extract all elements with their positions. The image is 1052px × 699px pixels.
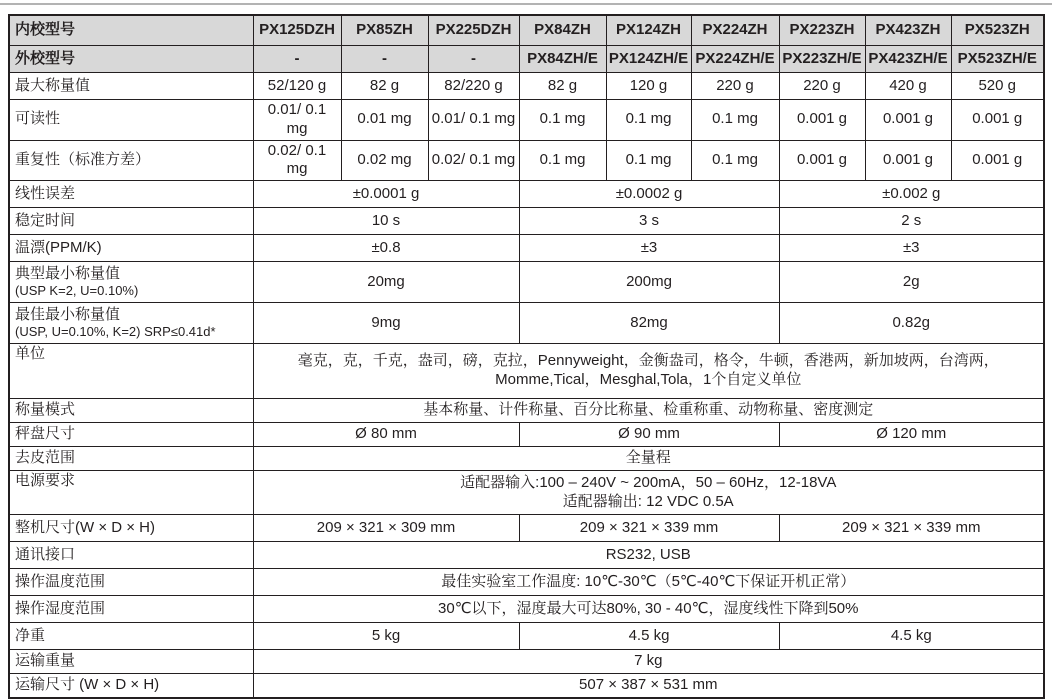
spec-value-cell: 0.1 mg [606, 100, 691, 141]
row-label: 通讯接口 [9, 542, 253, 569]
spec-value-cell: 9mg [253, 303, 519, 344]
row-label: 可读性 [9, 100, 253, 141]
model-name-cell: PX423ZH/E [865, 46, 951, 73]
spec-value-cell: 0.001 g [779, 100, 865, 141]
model-name-cell: PX423ZH [865, 15, 951, 46]
spec-value-cell: 2g [779, 262, 1044, 303]
spec-value-cell: 0.001 g [951, 100, 1044, 141]
spec-value-cell: 0.1 mg [519, 100, 606, 141]
model-name-cell: - [253, 46, 341, 73]
table-row-tare-range [9, 447, 1044, 471]
table-row-optimal-min-weight [9, 303, 1044, 344]
spec-value-cell: RS232, USB [253, 542, 1044, 569]
spec-value-cell: 0.1 mg [691, 140, 779, 181]
spec-value-cell: 5 kg [253, 623, 519, 650]
spec-value-cell: 3 s [519, 208, 779, 235]
top-divider-line [0, 3, 1052, 5]
power-output-line: 适配器输出: 12 VDC 0.5A [562, 492, 734, 510]
table-row-power-requirements [9, 471, 1044, 515]
table-row-linearity [9, 181, 1044, 208]
table-row-weighing-modes [9, 399, 1044, 423]
spec-value-cell: 0.001 g [951, 140, 1044, 181]
spec-value-cell: Ø 90 mm [519, 423, 779, 447]
spec-value-cell: 0.001 g [779, 140, 865, 181]
spec-value-cell: 507 × 387 × 531 mm [253, 674, 1044, 699]
row-label: 操作温度范围 [9, 569, 253, 596]
model-name-cell: - [428, 46, 519, 73]
model-name-cell: PX124ZH [606, 15, 691, 46]
row-label-line2: (USP K=2, U=0.10%) [15, 282, 139, 298]
model-name-cell: PX124ZH/E [606, 46, 691, 73]
model-name-cell: - [341, 46, 428, 73]
spec-value-cell: 82mg [519, 303, 779, 344]
power-input-line: 适配器输入:100 – 240V ~ 200mA，50 – 60Hz，12-18VA [460, 473, 837, 491]
spec-value-cell: 0.02/ 0.1 mg [253, 140, 341, 181]
model-name-cell: PX84ZH [519, 15, 606, 46]
spec-value-cell: 0.1 mg [606, 140, 691, 181]
spec-value-cell: ±3 [779, 235, 1044, 262]
row-label: 线性误差 [9, 181, 253, 208]
spec-value-cell: ±0.0002 g [519, 181, 779, 208]
table-row-pan-size [9, 423, 1044, 447]
spec-value-cell: 82 g [519, 73, 606, 100]
row-label: 秤盘尺寸 [9, 423, 253, 447]
spec-value-cell [253, 471, 1044, 515]
spec-value-cell: 0.02 mg [341, 140, 428, 181]
spec-value-cell: 毫克，克，千克，盎司，磅，克拉，Pennyweight，金衡盎司，格令，牛顿，香港两，新加坡两，台湾两，Momme,Tical，Mesghal,Tola，1个自定义单位 [253, 344, 1044, 399]
table-row-typical-min-weight [9, 262, 1044, 303]
row-label: 外校型号 [9, 46, 253, 73]
spec-value-cell: 82 g [341, 73, 428, 100]
model-name-cell: PX223ZH/E [779, 46, 865, 73]
spec-value-cell: 0.01 mg [341, 100, 428, 141]
spec-value-cell: 120 g [606, 73, 691, 100]
row-label [9, 262, 253, 303]
spec-value-cell: 最佳实验室工作温度: 10℃-30℃（5℃-40℃下保证开机正常） [253, 569, 1044, 596]
spec-value-cell: 0.02/ 0.1 mg [428, 140, 519, 181]
spec-value-cell: 420 g [865, 73, 951, 100]
spec-table [8, 14, 1045, 699]
row-label: 整机尺寸(W × D × H) [9, 515, 253, 542]
spec-value-cell: 0.82g [779, 303, 1044, 344]
table-row-stabilization-time [9, 208, 1044, 235]
table-row-operating-humidity [9, 596, 1044, 623]
row-label-line1: 典型最小称量值 [15, 265, 121, 283]
spec-value-cell: ±0.0001 g [253, 181, 519, 208]
table-row-readability [9, 100, 1044, 141]
spec-value-cell: 52/120 g [253, 73, 341, 100]
spec-value-cell: 209 × 321 × 339 mm [519, 515, 779, 542]
row-label: 称量模式 [9, 399, 253, 423]
row-label: 电源要求 [9, 471, 253, 515]
spec-value-cell: 0.001 g [865, 100, 951, 141]
table-row-overall-dimensions [9, 515, 1044, 542]
spec-value-cell: ±0.002 g [779, 181, 1044, 208]
model-name-cell: PX523ZH [951, 15, 1044, 46]
table-row-communication-interface [9, 542, 1044, 569]
model-name-cell: PX125DZH [253, 15, 341, 46]
model-name-cell: PX223ZH [779, 15, 865, 46]
spec-value-cell: ±3 [519, 235, 779, 262]
row-label-line2: (USP, U=0.10%, K=2) SRP≤0.41d* [15, 323, 216, 339]
row-label: 去皮范围 [9, 447, 253, 471]
spec-value-cell: 200mg [519, 262, 779, 303]
row-label: 稳定时间 [9, 208, 253, 235]
row-label: 重复性（标准方差） [9, 140, 253, 181]
table-row-operating-temperature [9, 569, 1044, 596]
table-row-max-capacity [9, 73, 1044, 100]
row-label [9, 303, 253, 344]
row-label: 内校型号 [9, 15, 253, 46]
spec-value-cell: 209 × 321 × 309 mm [253, 515, 519, 542]
spec-value-cell: ±0.8 [253, 235, 519, 262]
table-row-shipping-weight [9, 650, 1044, 674]
model-name-cell: PX523ZH/E [951, 46, 1044, 73]
row-label: 运输尺寸 (W × D × H) [9, 674, 253, 699]
model-name-cell: PX85ZH [341, 15, 428, 46]
spec-value-cell: 2 s [779, 208, 1044, 235]
spec-value-cell: 0.01/ 0.1 mg [428, 100, 519, 141]
table-row-net-weight [9, 623, 1044, 650]
spec-value-cell: 全量程 [253, 447, 1044, 471]
table-row-shipping-dimensions [9, 674, 1044, 699]
row-label: 温漂(PPM/K) [9, 235, 253, 262]
row-label: 最大称量值 [9, 73, 253, 100]
spec-value-cell: 30℃以下，湿度最大可达80%, 30 - 40℃，湿度线性下降到50% [253, 596, 1044, 623]
spec-value-cell: 4.5 kg [519, 623, 779, 650]
header-row-external-model [9, 46, 1044, 73]
spec-value-cell: 20mg [253, 262, 519, 303]
model-name-cell: PX224ZH/E [691, 46, 779, 73]
header-row-internal-model [9, 15, 1044, 46]
spec-value-cell: 220 g [691, 73, 779, 100]
row-label: 净重 [9, 623, 253, 650]
spec-value-cell: 7 kg [253, 650, 1044, 674]
spec-value-cell: 4.5 kg [779, 623, 1044, 650]
table-row-temperature-drift [9, 235, 1044, 262]
table-row-units [9, 344, 1044, 399]
row-label: 运输重量 [9, 650, 253, 674]
spec-value-cell: 520 g [951, 73, 1044, 100]
spec-value-cell: 220 g [779, 73, 865, 100]
spec-value-cell: 0.1 mg [519, 140, 606, 181]
spec-value-cell: 0.001 g [865, 140, 951, 181]
row-label: 单位 [9, 344, 253, 399]
model-name-cell: PX84ZH/E [519, 46, 606, 73]
spec-value-cell: Ø 120 mm [779, 423, 1044, 447]
spec-value-cell: 0.1 mg [691, 100, 779, 141]
table-row-repeatability [9, 140, 1044, 181]
spec-value-cell: 基本称量、计件称量、百分比称量、检重称重、动物称量、密度测定 [253, 399, 1044, 423]
row-label: 操作湿度范围 [9, 596, 253, 623]
spec-value-cell: 10 s [253, 208, 519, 235]
spec-value-cell: Ø 80 mm [253, 423, 519, 447]
spec-value-cell: 82/220 g [428, 73, 519, 100]
spec-value-cell: 0.01/ 0.1 mg [253, 100, 341, 141]
model-name-cell: PX224ZH [691, 15, 779, 46]
spec-value-cell: 209 × 321 × 339 mm [779, 515, 1044, 542]
model-name-cell: PX225DZH [428, 15, 519, 46]
row-label-line1: 最佳最小称量值 [15, 306, 121, 324]
